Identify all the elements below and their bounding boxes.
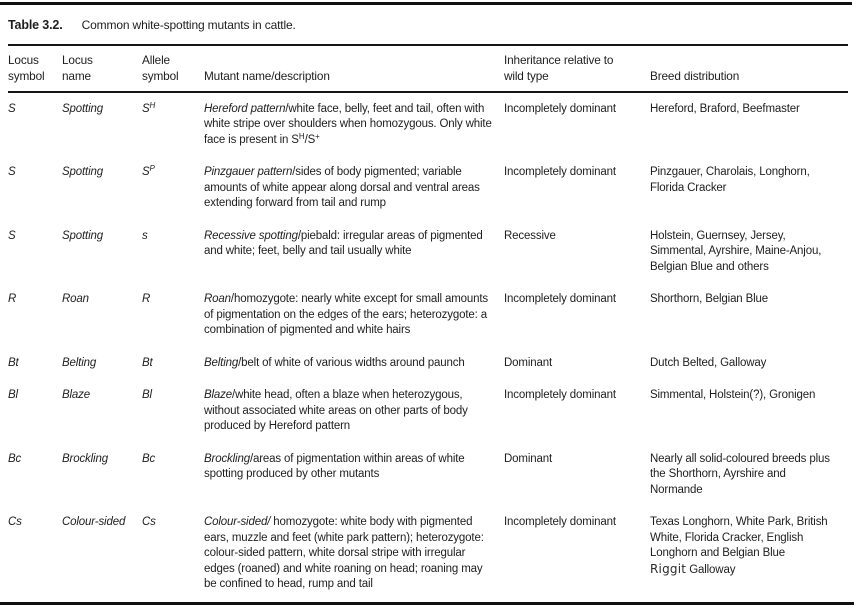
cell-breed-distribution: Pinzgauer, Charolais, Longhorn, Florida Cracker — [650, 166, 810, 194]
cell-mutant-description: Colour-sided/ homozygote: white body with pigmented ears, muzzle and feet (white park pattern); heterozygote: colour-sided pattern, white dorsal stripe with irregular edges (roaned) and white roaning on head; roaning may be confined to head, rump and tail — [204, 516, 484, 590]
cell-breed-distribution: Simmental, Holstein(?), Gronigen — [650, 389, 816, 401]
cell-locus-name: Brockling — [62, 452, 108, 465]
table-header-row — [8, 44, 848, 93]
cell-locus-name: Spotting — [62, 102, 103, 115]
cell-mutant-description: Belting/belt of white of various widths around paunch — [204, 356, 465, 369]
cell-locus-symbol: S — [8, 166, 16, 178]
cell-locus-symbol: R — [8, 293, 17, 305]
cell-breed-distribution: Nearly all solid-coloured breeds plus the Shorthorn, Ayrshire and Normande — [650, 452, 830, 496]
column-header-inheritance: Inheritance relative to wild type — [504, 52, 614, 83]
cell-locus-symbol: Bt — [8, 356, 19, 369]
cell-allele-symbol: $S^P$ — [142, 164, 155, 178]
cell-allele-symbol: s — [142, 229, 148, 242]
cell-inheritance: Incompletely dominant — [504, 102, 616, 115]
cell-inheritance: Incompletely dominant — [504, 166, 616, 178]
cell-mutant-description: Hereford pattern/white face, belly, feet and tail, often with white stripe over shoulders when homozygous. Only white face is present in $S^H/S^+$ — [204, 102, 492, 146]
cell-inheritance: Dominant — [504, 452, 553, 465]
table-title — [8, 18, 848, 35]
cell-locus-name: Roan — [62, 293, 89, 305]
cell-allele-symbol: Bc — [142, 452, 156, 465]
table-row — [8, 292, 848, 339]
column-header-locus-name: Locus name — [62, 52, 93, 83]
table-page — [0, 18, 856, 593]
page-top-rule — [0, 2, 852, 5]
cell-mutant-description: Brockling/areas of pigmentation within areas of white spotting produced by other mutants — [204, 452, 465, 480]
table-row — [8, 229, 848, 276]
cell-allele-symbol: Bl — [142, 389, 152, 401]
cell-locus-symbol: Bc — [8, 452, 22, 465]
cell-mutant-description: Recessive spotting/piebald: irregular areas of pigmented and white; feet, belly and tail usually white — [204, 229, 483, 257]
cell-locus-name: Spotting — [62, 166, 103, 178]
table-body — [8, 93, 848, 593]
cell-locus-name: Spotting — [62, 229, 103, 242]
cell-allele-symbol: Bt — [142, 356, 153, 369]
cell-mutant-description: Blaze/white head, often a blaze when heterozygous, without associated white areas on other parts of body produced by Hereford pattern — [204, 389, 468, 432]
cell-allele-symbol: $S^H$ — [142, 100, 156, 115]
table-row — [8, 102, 848, 149]
cell-inheritance: Incompletely dominant — [504, 293, 616, 305]
cell-allele-symbol: Cs — [142, 516, 156, 528]
cell-inheritance: Incompletely dominant — [504, 389, 616, 401]
table-row — [8, 388, 848, 435]
table-row — [8, 515, 848, 593]
cell-locus-name: Belting — [62, 356, 97, 369]
table-number: Table 3.2. — [8, 18, 63, 32]
cell-mutant-description: Roan/homozygote: nearly white except for small amounts of pigmentation on the edges of the ears; heterozygote: a combination of pigmented and white hairs — [204, 293, 489, 336]
cell-locus-symbol: S — [8, 229, 16, 242]
document-page — [0, 2, 856, 613]
cell-locus-symbol: S — [8, 102, 16, 115]
cell-locus-name: Blaze — [62, 389, 91, 401]
table-caption: Common white-spotting mutants in cattle. — [81, 18, 296, 32]
cell-breed-distribution: Hereford, Braford, Beefmaster — [650, 102, 800, 115]
cell-breed-distribution: Shorthorn, Belgian Blue — [650, 293, 769, 305]
cell-breed-distribution: Holstein, Guernsey, Jersey, Simmental, Ayrshire, Maine-Anjou, Belgian Blue and others — [650, 229, 822, 273]
cell-locus-symbol: Cs — [8, 516, 22, 528]
column-header-allele-symbol: Allele symbol — [142, 52, 179, 83]
cell-inheritance: Recessive — [504, 229, 556, 242]
table-row — [8, 452, 848, 499]
table-row — [8, 356, 848, 372]
cell-mutant-description: Pinzgauer pattern/sides of body pigmented; variable amounts of white appear along dorsal and ventral areas extending forward from tail and rump — [204, 166, 480, 209]
column-header-breed-distribution: Breed distribution — [650, 68, 740, 83]
table-row — [8, 165, 848, 212]
cell-locus-symbol: Bl — [8, 389, 18, 401]
column-header-mutant-description: Mutant name/description — [204, 68, 330, 83]
page-bottom-rule — [0, 602, 854, 605]
cell-inheritance: Incompletely dominant — [504, 516, 616, 528]
cell-breed-distribution: Texas Longhorn, White Park, British White, Florida Cracker, English Longhorn and Belgian Blue Riggit Galloway — [650, 516, 828, 576]
cell-allele-symbol: R — [142, 293, 151, 305]
cell-inheritance: Dominant — [504, 356, 553, 369]
cell-breed-distribution: Dutch Belted, Galloway — [650, 356, 767, 369]
column-header-locus-symbol: Locus symbol — [8, 52, 45, 83]
cell-locus-name: Colour-sided — [62, 516, 126, 528]
